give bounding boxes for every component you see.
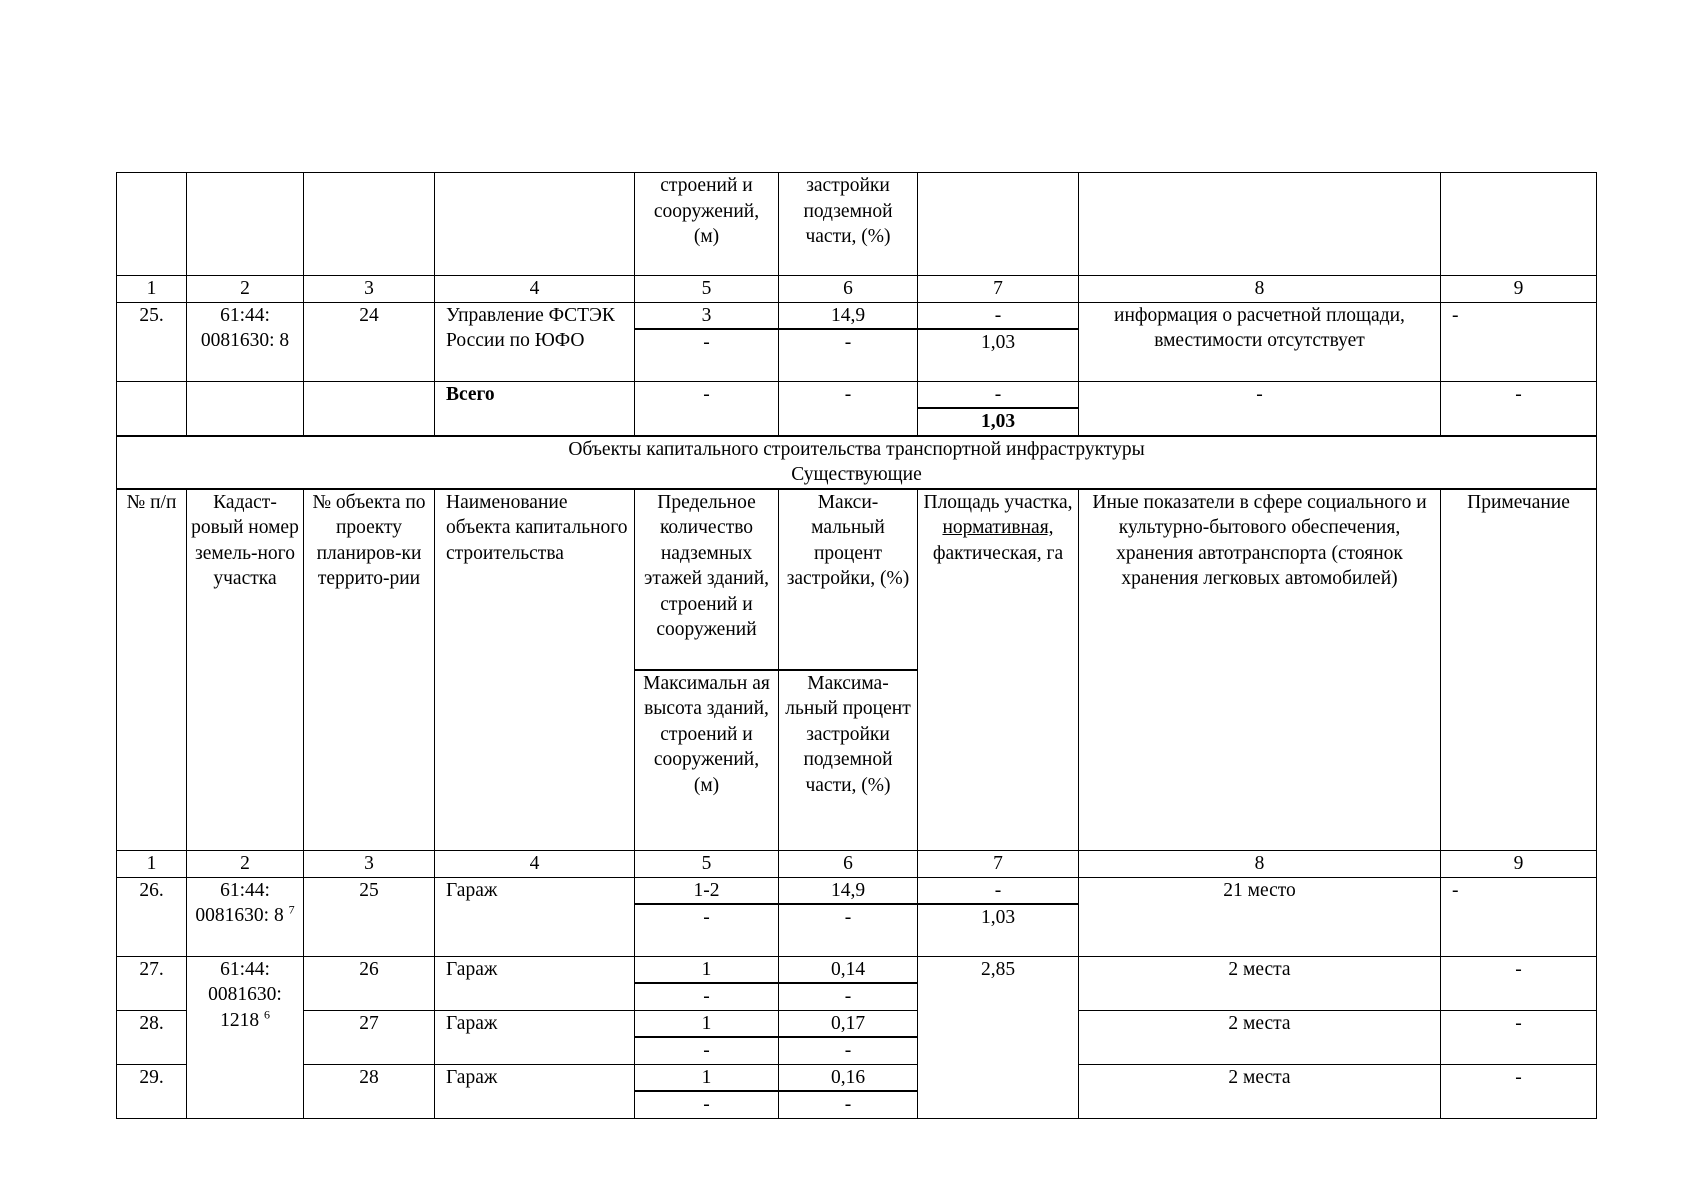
build-percent-value: 0,17 (779, 1010, 918, 1037)
colnum: 8 (1079, 276, 1441, 303)
header-underground-percent: Максима-льный процент застройки подземной части, (%) (779, 670, 918, 851)
empty-cell (304, 381, 435, 436)
empty-cell (187, 173, 304, 276)
height-value: - (635, 329, 779, 381)
empty-cell (435, 173, 635, 276)
row-number: 27. (117, 956, 187, 1010)
header-floors: Предельное количество надземных этажей зданий, строений и сооружений (635, 489, 779, 670)
row-number: 25. (117, 302, 187, 381)
header-height-cont: строений и сооружений, (м) (635, 173, 779, 276)
object-name: Гараж (435, 1064, 635, 1118)
colnum: 4 (435, 851, 635, 878)
colnum: 5 (635, 851, 779, 878)
area-actual: 1,03 (918, 329, 1079, 381)
table-row (117, 877, 1597, 904)
build-percent-value: 0,14 (779, 956, 918, 983)
underground-percent-value: - (779, 983, 918, 1010)
total-col9: - (1441, 381, 1597, 436)
section-header-row (117, 436, 1597, 489)
empty-cell (918, 173, 1079, 276)
total-row (117, 381, 1597, 408)
colnum: 2 (187, 851, 304, 878)
note: - (1441, 1064, 1597, 1118)
floors-value: 1-2 (635, 877, 779, 904)
total-label: Всего (435, 381, 635, 436)
area-normative: - (918, 877, 1079, 904)
object-name: Гараж (435, 877, 635, 956)
floors-value: 3 (635, 302, 779, 329)
other-indicators: информация о расчетной площади, вместимости отсутствует (1079, 302, 1441, 381)
other-indicators: 2 места (1079, 956, 1441, 1010)
object-name: Управление ФСТЭК России по ЮФО (435, 302, 635, 381)
build-percent-value: 14,9 (779, 302, 918, 329)
row-number: 29. (117, 1064, 187, 1118)
height-value: - (635, 1091, 779, 1118)
object-number: 28 (304, 1064, 435, 1118)
empty-cell (117, 381, 187, 436)
colnum: 6 (779, 276, 918, 303)
colnum: 1 (117, 276, 187, 303)
footnote-marker: 6 (263, 1007, 270, 1021)
colnum: 5 (635, 276, 779, 303)
height-value: - (635, 904, 779, 956)
note: - (1441, 956, 1597, 1010)
cadastral-number (187, 956, 304, 1118)
other-indicators: 2 места (1079, 1010, 1441, 1064)
colnum: 6 (779, 851, 918, 878)
cadastral-number: 61:44: 0081630: 8 (187, 302, 304, 381)
header-object-number: № объекта по проекту планиров-ки террито-рии (304, 489, 435, 851)
cadastral-text: 61:44: 0081630: 8 (195, 879, 284, 926)
height-value: - (635, 983, 779, 1010)
header-area-title: Площадь участка, (923, 491, 1073, 513)
note: - (1441, 1010, 1597, 1064)
table-row (117, 956, 1597, 983)
underground-percent-value: - (779, 1091, 918, 1118)
colnum: 7 (918, 851, 1079, 878)
colnum: 9 (1441, 851, 1597, 878)
empty-cell (1079, 173, 1441, 276)
section-title-cell (117, 436, 1597, 489)
cadastral-text: 61:44: 0081630: 1218 (208, 958, 282, 1031)
build-percent-value: 0,16 (779, 1064, 918, 1091)
total-area-actual: 1,03 (918, 408, 1079, 436)
cadastral-number (187, 877, 304, 956)
header-num: № п/п (117, 489, 187, 851)
colnum: 4 (435, 276, 635, 303)
header-continuation-row (117, 173, 1597, 276)
object-name: Гараж (435, 1010, 635, 1064)
floors-value: 1 (635, 1010, 779, 1037)
other-indicators: 21 место (1079, 877, 1441, 956)
object-number: 25 (304, 877, 435, 956)
header-height: Максимальн ая высота зданий, строений и сооружений, (м) (635, 670, 779, 851)
object-number: 27 (304, 1010, 435, 1064)
object-name: Гараж (435, 956, 635, 1010)
underground-percent-value: - (779, 904, 918, 956)
table-row (117, 1010, 1597, 1037)
column-numbers-row (117, 851, 1597, 878)
floors-value: 1 (635, 1064, 779, 1091)
height-value: - (635, 1037, 779, 1064)
total-col6: - (779, 381, 918, 436)
indicators-table (116, 172, 1597, 1119)
colnum: 9 (1441, 276, 1597, 303)
object-number: 24 (304, 302, 435, 381)
note: - (1441, 302, 1597, 381)
underground-percent-value: - (779, 1037, 918, 1064)
section-title: Объекты капитального строительства транспортной инфраструктуры (568, 438, 1145, 460)
empty-cell (1441, 173, 1597, 276)
column-numbers-row (117, 276, 1597, 303)
area-normative: - (918, 302, 1079, 329)
header-area-actual: фактическая, га (932, 542, 1064, 564)
table-row (117, 1064, 1597, 1091)
colnum: 7 (918, 276, 1079, 303)
header-object-name: Наименование объекта капитального строительства (435, 489, 635, 851)
header-area-normative: нормативная, (942, 517, 1054, 538)
column-header-row (117, 489, 1597, 670)
total-col8: - (1079, 381, 1441, 436)
section-subtitle: Существующие (791, 464, 922, 485)
header-cadastral: Кадаст-ровый номер земель-ного участка (187, 489, 304, 851)
note: - (1441, 877, 1597, 956)
header-other-indicators: Иные показатели в сфере социального и культурно-бытового обеспечения, хранения автотранспорта (стоянок хранения легковых автомобилей) (1079, 489, 1441, 851)
row-number: 28. (117, 1010, 187, 1064)
header-underground-pct-cont: застройки подземной части, (%) (779, 173, 918, 276)
total-col5: - (635, 381, 779, 436)
colnum: 8 (1079, 851, 1441, 878)
table-row (117, 302, 1597, 329)
colnum: 3 (304, 276, 435, 303)
floors-value: 1 (635, 956, 779, 983)
footnote-marker: 7 (288, 902, 295, 917)
empty-cell (117, 173, 187, 276)
colnum: 3 (304, 851, 435, 878)
area-actual: 1,03 (918, 904, 1079, 956)
object-number: 26 (304, 956, 435, 1010)
area-value: 2,85 (918, 956, 1079, 1118)
header-note: Примечание (1441, 489, 1597, 851)
header-build-percent: Макси-мальный процент застройки, (%) (779, 489, 918, 670)
underground-percent-value: - (779, 329, 918, 381)
other-indicators: 2 места (1079, 1064, 1441, 1118)
colnum: 1 (117, 851, 187, 878)
empty-cell (187, 381, 304, 436)
empty-cell (304, 173, 435, 276)
colnum: 2 (187, 276, 304, 303)
total-area-normative: - (918, 381, 1079, 408)
build-percent-value: 14,9 (779, 877, 918, 904)
header-area (918, 489, 1079, 851)
row-number: 26. (117, 877, 187, 956)
